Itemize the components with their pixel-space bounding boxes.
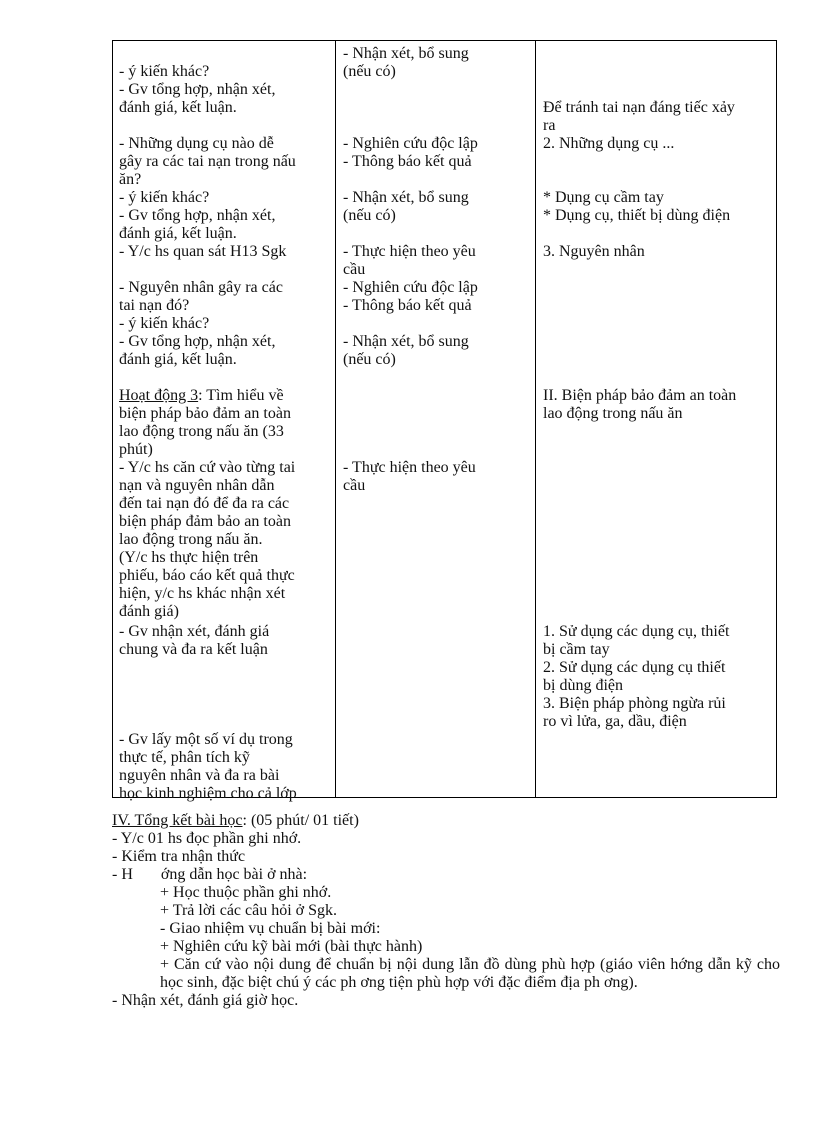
summary-line: - Kiểm tra nhận thức bbox=[112, 848, 246, 865]
table-cell-text: 3. Nguyên nhân bbox=[543, 243, 645, 260]
summary-heading: IV. Tổng kết bài học: (05 phút/ 01 tiết) bbox=[112, 812, 359, 829]
table-cell-text: - ý kiến khác? - Gv tổng hợp, nhận xét, đánh giá, kết luận. bbox=[119, 63, 276, 116]
table-cell-text: 1. Sử dụng các dụng cụ, thiết bị cầm tay 2. Sử dụng các dụng cụ thiết bị dùng điện 3. Biện pháp phòng ngừa rủi ro vì lửa, ga, dầu, điện bbox=[543, 623, 730, 730]
table-cell-text: 2. Những dụng cụ ... bbox=[543, 135, 675, 152]
table-divider bbox=[535, 41, 536, 797]
table-cell-text: - Y/c hs căn cứ vào từng tai nạn và nguyên nhân dẫn đến tai nạn đó để đa ra các biện pháp đảm bảo an toàn lao động trong nấu ăn. (Y/c hs thực hiện trên phiếu, báo cáo kết quả thực hiện, y/c hs khác nhận xét đánh giá) bbox=[119, 459, 296, 620]
table-cell-text: - Nhận xét, bổ sung (nếu có) bbox=[343, 333, 469, 368]
lesson-summary bbox=[112, 812, 780, 1010]
table-cell-text: - Y/c hs quan sát H13 Sgk bbox=[119, 243, 287, 260]
homework-item: - Giao nhiệm vụ chuẩn bị bài mới: bbox=[160, 920, 381, 937]
summary-line: - Y/c 01 hs đọc phần ghi nhớ. bbox=[112, 830, 302, 847]
table-divider bbox=[335, 41, 336, 797]
homework-item: + Căn cứ vào nội dung để chuẩn bị nội dung lẫn đồ dùng phù hợp (giáo viên hớng dẫn kỹ cho học sinh, đặc biệt chú ý các ph ơng tiện phù hợp với đặc điểm địa ph ơng). bbox=[160, 956, 780, 991]
summary-line: - Nhận xét, đánh giá giờ học. bbox=[112, 992, 299, 1009]
table-cell-text: - Nguyên nhân gây ra các tai nạn đó? - ý kiến khác? - Gv tổng hợp, nhận xét, đánh giá, kết luận. bbox=[119, 279, 283, 368]
homework-item: + Học thuộc phần ghi nhớ. bbox=[160, 884, 332, 901]
table-cell-text: - Thực hiện theo yêu cầu bbox=[343, 459, 476, 494]
table-cell-text: * Dụng cụ cầm tay * Dụng cụ, thiết bị dùng điện bbox=[543, 189, 731, 224]
table-cell-text: - Nhận xét, bổ sung (nếu có) bbox=[343, 189, 469, 224]
lesson-table bbox=[112, 40, 777, 802]
table-cell-text: - Thực hiện theo yêu cầu - Nghiên cứu độc lập - Thông báo kết quả bbox=[343, 243, 478, 314]
activity-3-label: Hoạt động 3 bbox=[119, 387, 199, 404]
summary-line: - H ớng dẫn học bài ở nhà: bbox=[112, 866, 308, 883]
table-cell-text: Để tránh tai nạn đáng tiếc xảy ra bbox=[543, 99, 735, 134]
table-cell-text: - Những dụng cụ nào dễ gây ra các tai nạn trong nấu ăn? bbox=[119, 135, 296, 188]
table-cell-text: - Gv lấy một số ví dụ trong thực tế, phân tích kỹ nguyên nhân và đa ra bài học kinh nghiệm cho cả lớp bbox=[119, 731, 297, 802]
homework-item: + Trả lời các câu hỏi ở Sgk. bbox=[160, 902, 338, 919]
homework-item: + Nghiên cứu kỹ bài mới (bài thực hành) bbox=[160, 938, 423, 955]
section-ii-heading: II. Biện pháp bảo đảm an toàn lao động trong nấu ăn bbox=[543, 387, 737, 422]
activity-3-heading: Hoạt động 3: Tìm hiểu về biện pháp bảo đảm an toàn lao động trong nấu ăn (33 phút) bbox=[119, 387, 291, 458]
table-cell-text: - Gv nhận xét, đánh giá chung và đa ra kết luận bbox=[119, 623, 270, 658]
table-cell-text: - ý kiến khác? - Gv tổng hợp, nhận xét, đánh giá, kết luận. bbox=[119, 189, 276, 242]
table-cell-text: - Nghiên cứu độc lập - Thông báo kết quả bbox=[343, 135, 478, 170]
table-cell-text: - Nhận xét, bổ sung (nếu có) bbox=[343, 45, 469, 80]
